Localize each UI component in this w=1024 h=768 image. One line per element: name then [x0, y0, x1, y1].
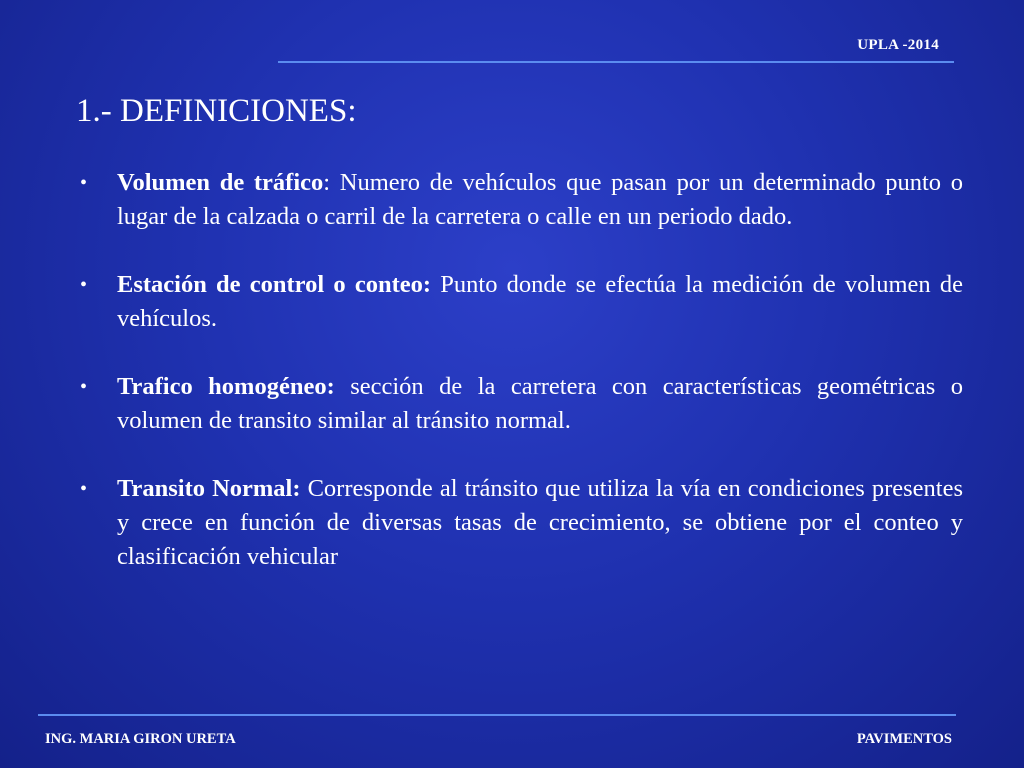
definitions-list — [76, 166, 963, 608]
footer-course: PAVIMENTOS — [856, 731, 952, 747]
footer-divider — [38, 714, 956, 716]
definition-item — [76, 166, 963, 234]
bullet-icon: • — [80, 172, 88, 194]
footer-author: ING. MARIA GIRON URETA — [45, 731, 236, 747]
definition-term: Volumen de tráfico — [117, 169, 324, 196]
definition-text: Punto donde se efectúa la medición de volumen de vehículos. — [117, 271, 963, 332]
header-divider — [278, 61, 954, 63]
definition-item — [76, 472, 963, 574]
bullet-icon: • — [80, 478, 88, 500]
definition-text: Numero de vehículos que pasan por un determinado punto o lugar de la calzada o carril de la carretera o calle en un periodo dado. — [117, 169, 963, 230]
definition-text: sección de la carretera con características geométricas o volumen de transito similar al tránsito normal. — [117, 373, 963, 434]
definition-text: Corresponde al tránsito que utiliza la vía en condiciones presentes y crece en función de diversas tasas de crecimiento, se obtiene por el conteo y clasificación vehicular — [117, 475, 963, 570]
definition-term: Trafico homogéneo: — [117, 373, 335, 400]
definition-term: Transito Normal: — [117, 475, 301, 502]
header-tag: UPLA -2014 — [857, 37, 939, 53]
bullet-icon: • — [80, 274, 88, 296]
bullet-icon: • — [80, 376, 88, 398]
definition-separator: : — [323, 169, 331, 196]
definition-item — [76, 370, 963, 438]
definition-item — [76, 268, 963, 336]
slide-title: 1.- DEFINICIONES: — [76, 93, 357, 129]
definition-term: Estación de control o conteo: — [117, 271, 432, 298]
